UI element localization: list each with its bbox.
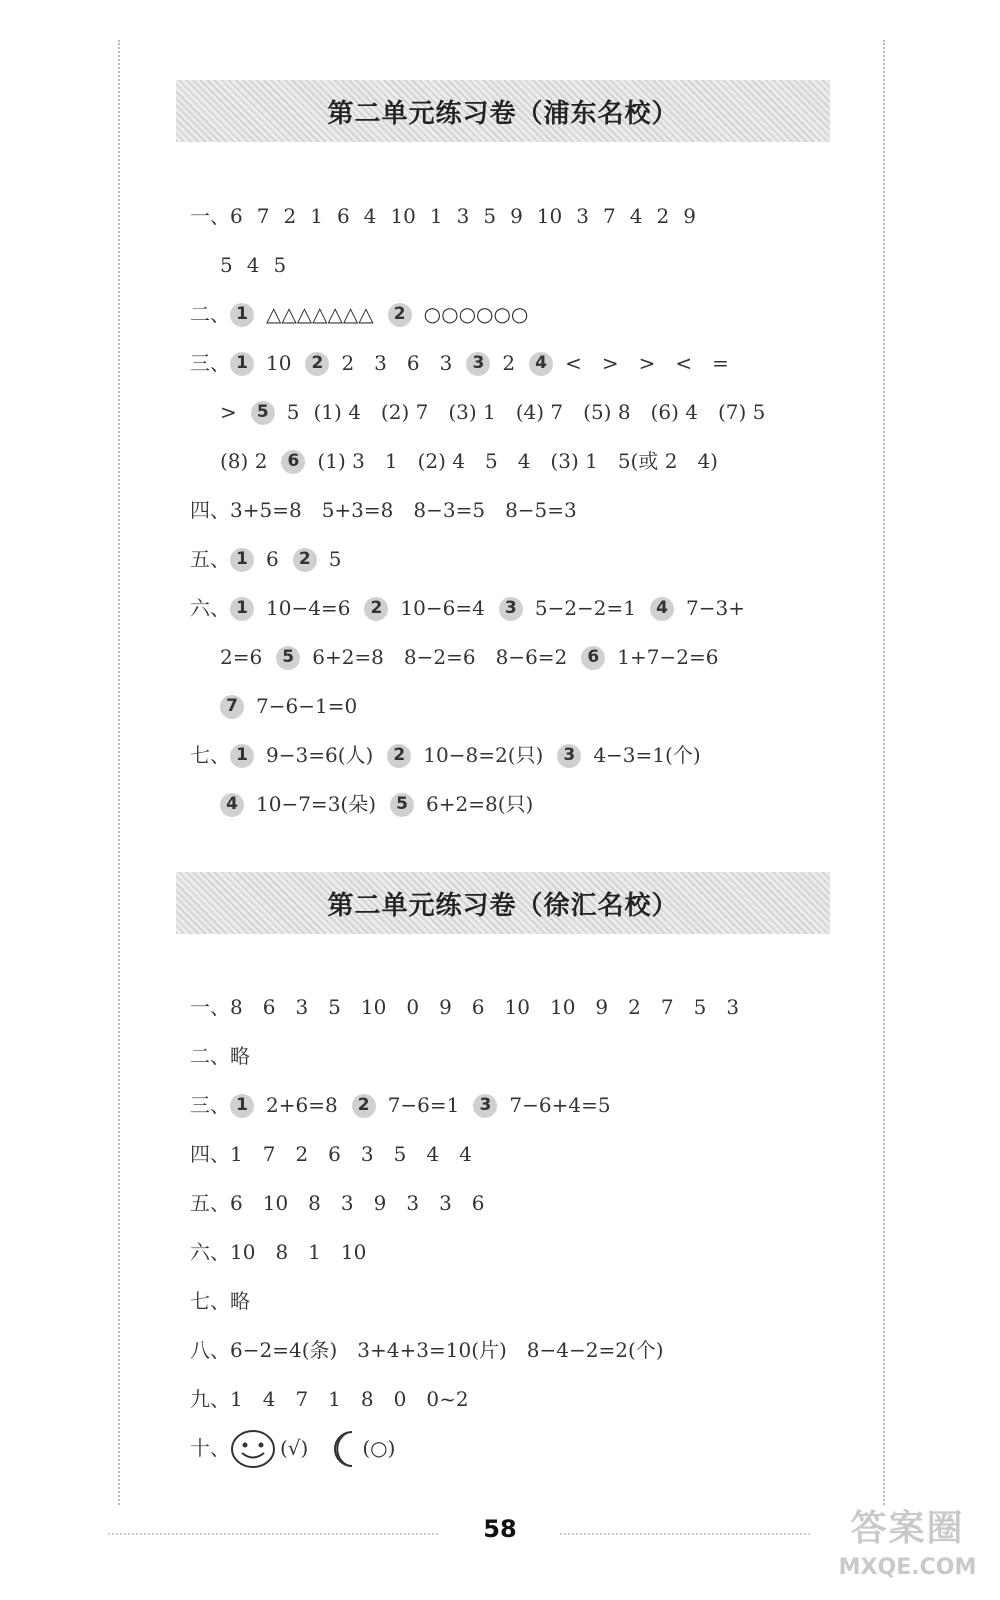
answer-value: 3 [456,204,470,228]
answer-value: (1) 4 (2) 7 (3) 1 (4) 7 (5) 8 (6) 4 (7) 5 [313,400,766,424]
s2-q6-label: 六、 [190,1240,230,1264]
s2-q10-line [190,1424,840,1473]
sub-question-badge: 3 [557,744,581,768]
s1-q3-line3 [190,437,840,486]
s1-q6-label: 六、 [190,596,230,620]
answer-value: 4 [629,204,643,228]
answer-value: 略 [230,1044,250,1068]
s1-q3-line1 [190,339,840,388]
answer-value: 2 3 6 3 [341,351,453,375]
answer-mark: (√) [280,1436,309,1460]
sub-question-badge: 5 [276,646,300,670]
s2-q6-line [190,1228,840,1277]
s2-q2-label: 二、 [190,1044,230,1068]
answer-value: 7−6=1 [387,1093,460,1117]
sub-question-badge: 2 [388,303,412,327]
answer-value: 6+2=8(只) [426,792,534,816]
s1-q3-line2 [190,388,840,437]
s2-q3-line [190,1081,840,1130]
answer-value: 5−2−2=1 [534,596,637,620]
s2-q8-line [190,1326,840,1375]
sub-question-badge: 4 [220,793,244,817]
answer-value: 10 [536,204,563,228]
s2-q9-line [190,1375,840,1424]
answer-value: 4 [363,204,377,228]
answer-value: 3+5=8 5+3=8 8−3=5 8−5=3 [230,498,577,522]
s2-q3-label: 三、 [190,1093,230,1117]
s2-q4-line [190,1130,840,1179]
sub-question-badge: 1 [230,1094,254,1118]
left-dotted-margin [118,40,120,1505]
sub-question-badge: 2 [364,597,388,621]
s1-q6-line1 [190,584,840,633]
s1-q1-line2 [190,241,840,290]
s2-q4-label: 四、 [190,1142,230,1166]
sub-question-badge: 3 [466,352,490,376]
answer-value: 10−7=3(朵) [256,792,377,816]
answer-value: 7−6−1=0 [256,694,358,718]
sub-question-badge: 1 [230,303,254,327]
answer-value: 6 [230,204,243,228]
answer-value: 9 [510,204,523,228]
watermark-logo-text: 答案圈 [850,1508,965,1549]
answer-value: 10−8=2(只) [423,743,544,767]
sub-question-badge: 5 [390,793,414,817]
sub-question-badge: 6 [281,450,305,474]
answer-value: 2=6 [220,645,263,669]
section1-title: 第二单元练习卷（浦东名校） [327,98,679,129]
answer-value: 1+7−2=6 [617,645,719,669]
s1-q1-line1 [190,192,840,241]
sub-question-badge: 5 [251,401,275,425]
answer-value: (1) 3 1 (2) 4 5 4 (3) 1 5(或 2 4) [317,449,718,473]
answer-value: 6 [336,204,350,228]
answer-value: 8 6 3 5 10 0 9 6 10 10 9 2 7 5 3 [230,995,740,1019]
answer-value: 略 [230,1289,250,1313]
answer-value: 7−6+4=5 [509,1093,611,1117]
s1-q7-line2 [190,780,840,829]
s2-q1-line [190,983,840,1032]
page-number: 58 [483,1515,517,1543]
s1-q7-line1 [190,731,840,780]
answer-value: 6 [266,547,279,571]
answer-value: 10−6=4 [400,596,485,620]
right-dotted-margin [883,40,885,1505]
section2-answers [190,983,840,1473]
s2-q9-label: 九、 [190,1387,230,1411]
s2-q7-label: 七、 [190,1289,230,1313]
s2-q7-line [190,1277,840,1326]
s1-q4-line [190,486,840,535]
answer-value: 9−3=6(人) [266,743,374,767]
s1-q2-line [190,290,840,339]
sub-question-badge: 3 [499,597,523,621]
sub-question-badge: 1 [230,352,254,376]
sub-question-badge: 1 [230,597,254,621]
sub-question-badge: 2 [352,1094,376,1118]
s1-q5-line [190,535,840,584]
s1-q6-line3 [190,682,840,731]
answer-value: 6+2=8 8−2=6 8−6=2 [312,645,568,669]
answer-value: 10 [266,351,292,375]
answer-value: 9 [683,204,696,228]
answer-value: 1 [310,204,323,228]
answer-value: 1 4 7 1 8 0 0~2 [230,1387,469,1411]
sub-question-badge: 4 [529,352,553,376]
answer-value: 5 [483,204,497,228]
answer-value: 3 [576,204,589,228]
answer-value: 2 [283,204,297,228]
section2-banner [176,872,830,934]
answer-value: 1 7 2 6 3 5 4 4 [230,1142,472,1166]
s1-q6-line2 [190,633,840,682]
s1-q4-label: 四、 [190,498,230,522]
sub-question-badge: 7 [220,695,244,719]
answer-value: 6 10 8 3 9 3 3 6 [230,1191,485,1215]
watermark [820,1505,995,1595]
answer-value: 4 [246,253,260,277]
answer-value: 4−3=1(个) [593,743,701,767]
comparison-signs: > [220,400,237,424]
circles-answer: ○○○○○○ [423,302,529,326]
s2-q1-label: 一、 [190,995,230,1019]
s1-q5-label: 五、 [190,547,230,571]
answer-value: 6−2=4(条) 3+4+3=10(片) 8−4−2=2(个) [230,1338,664,1362]
section2-title: 第二单元练习卷（徐汇名校） [327,890,679,921]
comparison-signs: < > > < = [565,351,729,375]
sub-question-badge: 1 [230,548,254,572]
answer-value: 5 [286,400,300,424]
smiley-face-icon [230,1429,276,1469]
s1-q2-label: 二、 [190,302,230,326]
answer-value: 7 [602,204,616,228]
answer-value: 1 [429,204,443,228]
section1-answers [190,192,840,829]
s2-q5-label: 五、 [190,1191,230,1215]
answer-value: 7 [256,204,270,228]
watermark-url: MXQE.COM [838,1555,977,1580]
sub-question-badge: 2 [293,548,317,572]
answer-value: 5 [220,253,233,277]
s2-q10-label: 十、 [190,1436,230,1460]
triangles-answer: △△△△△△△ [266,302,374,326]
answer-mark: (○) [362,1436,396,1460]
answer-value: 5 [273,253,287,277]
sub-question-badge: 2 [305,352,329,376]
answer-value: 2 [502,351,516,375]
sub-question-badge: 1 [230,744,254,768]
answer-value: 10 [390,204,416,228]
answer-value: (8) 2 [220,449,268,473]
answer-value: 7−3+ [686,596,745,620]
s2-q2-line [190,1032,840,1081]
s1-q7-label: 七、 [190,743,230,767]
crescent-moon-icon [332,1429,360,1469]
answer-value: 2+6=8 [266,1093,338,1117]
answer-value: 10 8 1 10 [230,1240,367,1264]
s1-q1-label: 一、 [190,204,230,228]
sub-question-badge: 6 [581,646,605,670]
sub-question-badge: 3 [473,1094,497,1118]
answer-value: 5 [328,547,342,571]
s2-q5-line [190,1179,840,1228]
s2-q8-label: 八、 [190,1338,230,1362]
sub-question-badge: 2 [387,744,411,768]
answer-value: 10−4=6 [266,596,351,620]
section1-banner [176,80,830,142]
sub-question-badge: 4 [650,597,674,621]
answer-value: 2 [656,204,670,228]
s1-q3-label: 三、 [190,351,230,375]
